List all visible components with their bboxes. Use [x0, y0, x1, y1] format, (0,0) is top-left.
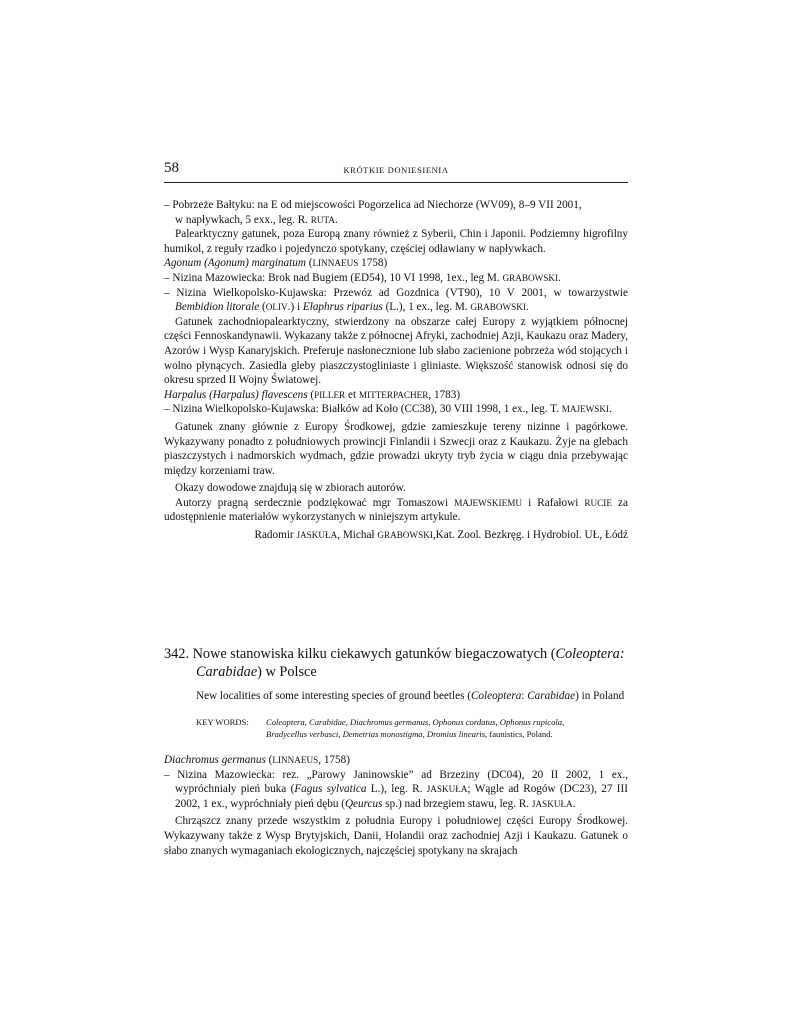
- species-heading: Agonum (Agonum) marginatum (LINNAEUS 1758): [164, 257, 388, 270]
- species-heading: Diachromus germanus (LINNAEUS, 1758): [164, 754, 350, 766]
- key-words-label: KEY WORDS:: [196, 717, 249, 727]
- key-words-list: Coleoptera, Carabidae, Diachromus germanus, Ophonus cordatus, Ophonus rupicola,: [266, 717, 565, 727]
- locality-entry: – Nizina Wielkopolsko-Kujawska: Białków ad Koło (CC38), 30 VIII 1998, 1 ex., leg. T. MAJEWSKI.: [164, 403, 612, 416]
- species-name: Agonum (Agonum) marginatum: [164, 257, 306, 270]
- section-one: [164, 198, 628, 543]
- paragraph: Okazy dowodowe znajdują się w zbiorach autorów.: [175, 482, 406, 495]
- author-signature: Radomir JASKUŁA, Michał GRABOWSKI,Kat. Zool. Bezkręg. i Hydrobiol. UŁ, Łódź: [254, 529, 628, 542]
- locality-entry: – Nizina Mazowiecka: Brok nad Bugiem (ED54), 10 VI 1998, 1ex., leg M. GRABOWSKI.: [164, 271, 561, 284]
- section-two: [164, 753, 628, 858]
- article-header: [164, 645, 628, 740]
- page-header: [164, 160, 628, 183]
- collector-name: RUTA: [310, 214, 336, 225]
- article-title: 342. Nowe stanowiska kilku ciekawych gatunków biegaczowatych (Coleoptera: Carabidae) w Polsce: [164, 646, 625, 680]
- locality-entry: – Nizina Mazowiecka: rez. „Parowy Janinowskie” ad Brzeziny (DC04), 20 II 2002, 1 ex., wypróchniały pień buka (Fagus sylvatica L.), leg. R. JASKUŁA; Wągle ad Rogów (DC23), 27 III 2002, 1 ex., wypróchniały pień dębu (Qeurcus sp.) nad brzegiem stawu, leg. R. JASKUŁA.: [164, 768, 628, 810]
- locality-entry: – Nizina Wielkopolsko-Kujawska: Przewóz ad Gozdnica (VT90), 10 V 2001, w towarzystwie Bembidion litorale (OLIV.) i Elaphrus riparius (L.), 1 ex., leg. M. GRABOWSKI.: [164, 286, 628, 314]
- paragraph: Gatunek znany głównie z Europy Środkowej, gdzie zamieszkuje tereny nizinne i pagórkowe. Wykazywany ponadto z południowych prowincji Finlandii i Szwecji oraz z Kaukazu. Żyje na glebach piaszczystych i nadmorskich wydmach, gdzie prowadzi ukryty tryb życia w ciągu dnia przebywając między korzeniami traw.: [164, 420, 628, 477]
- species-heading: Harpalus (Harpalus) flavescens (PILLER et MITTERPACHER, 1783): [164, 388, 461, 401]
- species-name: Diachromus germanus: [164, 754, 266, 766]
- english-title: New localities of some interesting species of ground beetles (Coleoptera: Carabidae) in Poland: [196, 690, 625, 702]
- running-head: KRÓTKIE DONIESIENIA: [343, 165, 449, 175]
- acknowledgement: Autorzy pragną serdecznie podziękować mgr Tomaszowi MAJEWSKIEMU i Rafałowi RUCIE za udostępnienie materiałów wykorzystanych w niniejszym artykule.: [164, 496, 628, 524]
- paragraph: Palearktyczny gatunek, poza Europą znany również z Syberii, Chin i Japonii. Podziemny higrofilny humikol, z reguły rzadko i pojedynczo spotykany, częściej odławiany w napływkach.: [164, 228, 628, 255]
- paragraph: Gatunek zachodniopalearktyczny, stwierdzony na obszarze całej Europy z wyjątkiem północnej części Fennoskandynawii. Wykazany także z północnej Afryki, zachodniej Azji, Kaukazu oraz Madery, Azorów i Wysp Kanaryjskich. Preferuje nasłonecznione lub słabo zacienione pobrzeża wód stojących i wolno płynących. Zasiedla gleby piaszczystogliniaste i gliniaste. Większość stanowisk odnosi się do okresu sprzed II Wojny Światowej.: [164, 315, 628, 387]
- page-number: 58: [164, 160, 179, 176]
- locality-entry: – Pobrzeże Bałtyku: na E od miejscowości Pogorzelica ad Niechorze (WV09), 8–9 VII 2001, w napływkach, 5 exx., leg. R. RUTA.: [164, 199, 582, 226]
- species-name: Harpalus (Harpalus) flavescens: [164, 388, 308, 401]
- key-words: KEY WORDS: Coleoptera, Carabidae, Diachromus germanus, Ophonus cordatus, Ophonus rupicola, Bradycellus verbasci, Demetrias monostigma, Dromius linearis, faunistics, Poland.: [196, 717, 565, 739]
- paragraph: Chrząszcz znany przede wszystkim z południa Europy i południowej części Europy Środkowej. Wykazywany także z Wysp Brytyjskich, Danii, Holandii oraz zachodniej Azji i Kaukazu. Gatunek o słabo znanych wymaganiach ekologicznych, najczęściej spotykany na skrajach: [164, 815, 628, 857]
